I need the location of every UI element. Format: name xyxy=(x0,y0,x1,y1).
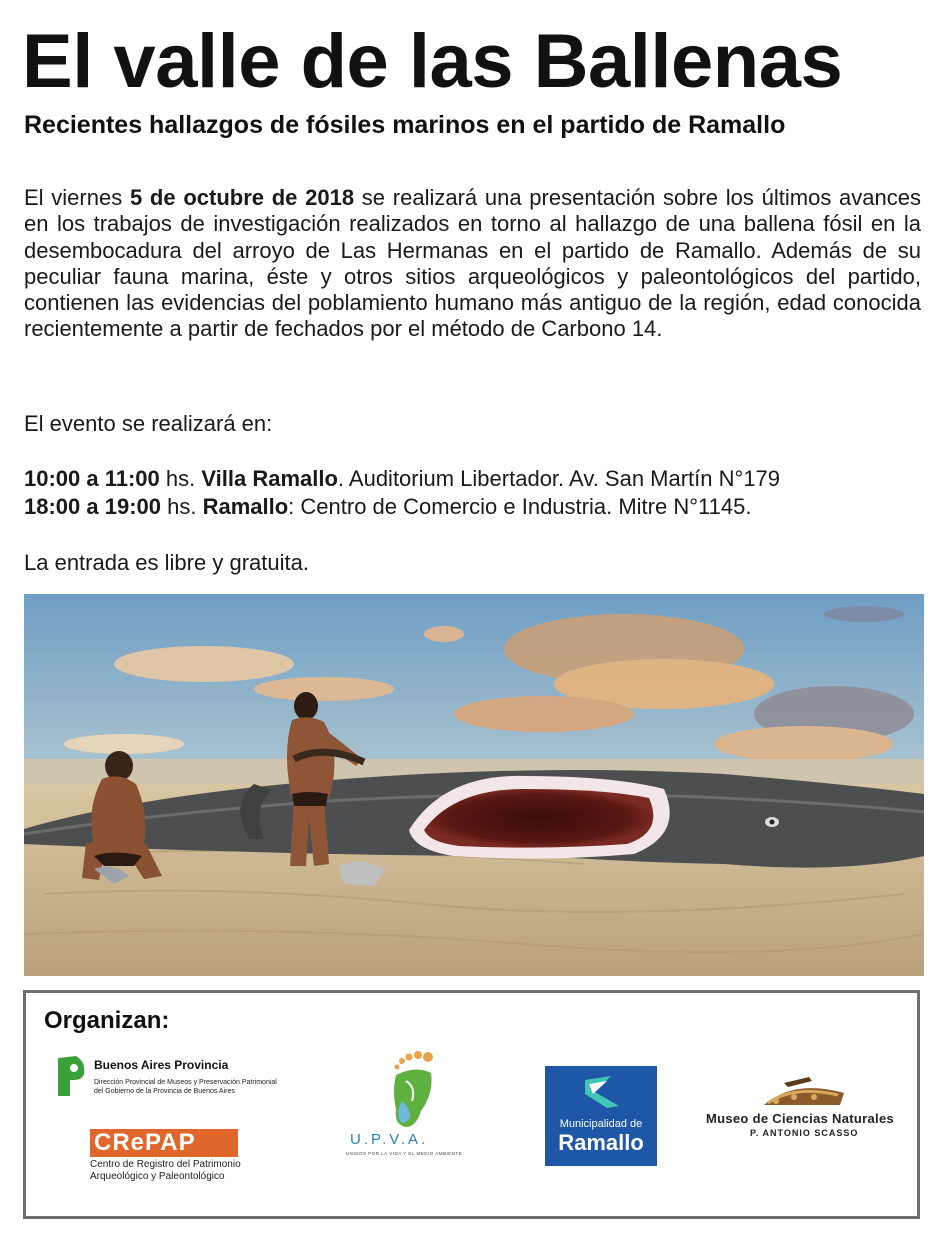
session-place: Villa Ramallo xyxy=(201,466,338,491)
intro-rest: se realizará una presentación sobre los últimos avances en los trabajos de investigación realizados en torno al hallazgo de una ballena fósil en la desembocadura del arroyo de Las Hermanas en el partido de Ramallo. Además de su peculiar fauna marina, éste y otros sitios arqueológicos y paleontológicos del partido, contienen las evidencias del poblamiento humano más antiguo de la región, edad conocida recientemente a partir de fechados por el método de Carbono 14. xyxy=(24,185,921,342)
event-intro: El evento se realizará en: xyxy=(24,411,273,436)
ramallo-badge xyxy=(545,1066,657,1166)
session-row xyxy=(24,466,780,492)
poster-title: El valle de las Ballenas xyxy=(22,19,843,104)
session-row xyxy=(24,494,751,520)
buenos-aires-name: Buenos Aires Provincia xyxy=(94,1058,229,1072)
crepap-line1: Centro de Registro del Patrimonio xyxy=(90,1159,241,1170)
ramallo-swoosh-icon xyxy=(545,1066,657,1116)
upva-mark: U.P.V.A. xyxy=(350,1131,429,1148)
buenos-aires-line1: Dirección Provincial de Museos y Preservación Patrimonial xyxy=(94,1079,277,1086)
organizers-panel xyxy=(23,990,920,1219)
crepap-mark: CRePAP xyxy=(90,1129,238,1157)
session-detail: . Auditorium Libertador. Av. San Martín N°179 xyxy=(337,466,781,491)
session-time: 18:00 a 19:00 xyxy=(24,494,161,519)
museo-subname: P. ANTONIO SCASSO xyxy=(750,1128,859,1138)
intro-paragraph xyxy=(24,185,921,343)
buenos-aires-line2: del Gobierno de la Provincia de Buenos Aires xyxy=(94,1088,235,1095)
whale-scene-image xyxy=(24,594,924,976)
museo-name: Museo de Ciencias Naturales xyxy=(706,1111,894,1126)
buenos-aires-logo xyxy=(54,1054,294,1096)
intro-lead: El viernes xyxy=(24,185,130,210)
ramallo-small-text: Municipalidad de xyxy=(559,1118,643,1130)
museo-logo xyxy=(706,1081,906,1145)
province-map-icon xyxy=(54,1054,88,1098)
event-date: 5 de octubre de 2018 xyxy=(129,185,355,210)
ramallo-big-text: Ramallo xyxy=(558,1130,644,1155)
session-hs: hs. xyxy=(159,466,202,491)
whale-illustration xyxy=(24,594,924,976)
fossil-icon xyxy=(754,1075,854,1109)
upva-tagline: UNIDOS POR LA VIDA Y EL MEDIO AMBIENTE xyxy=(346,1151,463,1156)
crepap-logo xyxy=(90,1129,250,1185)
organizers-heading: Organizan: xyxy=(44,1007,170,1034)
ramallo-logo xyxy=(545,1066,657,1166)
entry-note: La entrada es libre y gratuita. xyxy=(24,550,309,575)
poster-subtitle: Recientes hallazgos de fósiles marinos en el partido de Ramallo xyxy=(24,111,786,139)
session-hs: hs. xyxy=(161,494,203,519)
session-place: Ramallo xyxy=(202,494,289,519)
crepap-line2: Arqueológico y Paleontológico xyxy=(90,1171,225,1182)
session-time: 10:00 a 11:00 xyxy=(24,466,160,491)
upva-logo xyxy=(346,1051,486,1163)
session-detail: : Centro de Comercio e Industria. Mitre N°1145. xyxy=(288,494,752,519)
footprint-icon xyxy=(376,1051,446,1131)
